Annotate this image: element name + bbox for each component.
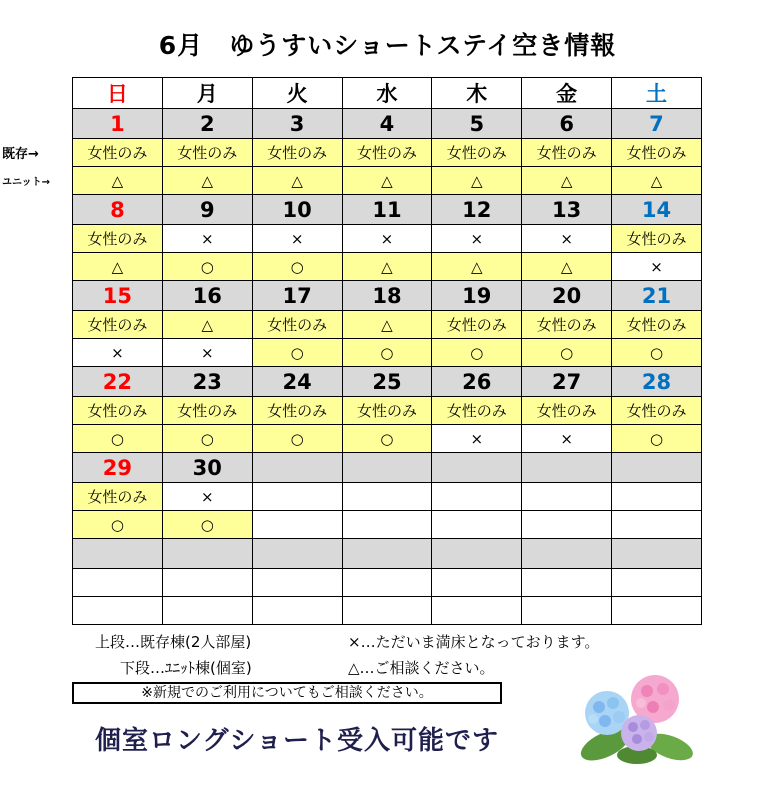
existing-availability-cell: 女性のみ — [432, 311, 522, 339]
date-cell-thursday: 19 — [432, 281, 522, 311]
availability-calendar — [72, 77, 702, 625]
unit-availability-cell — [522, 597, 612, 625]
date-cell-saturday — [612, 539, 702, 569]
existing-availability-cell: 女性のみ — [73, 311, 163, 339]
date-cell-saturday: 28 — [612, 367, 702, 397]
date-cell-monday: 2 — [162, 109, 252, 139]
date-cell-friday: 13 — [522, 195, 612, 225]
existing-availability-cell: 女性のみ — [73, 397, 163, 425]
unit-availability-cell: ○ — [342, 425, 432, 453]
existing-availability-cell — [522, 483, 612, 511]
legend-consult: △…ご相談ください。 — [348, 659, 495, 677]
date-cell-monday: 30 — [162, 453, 252, 483]
existing-availability-cell — [342, 569, 432, 597]
date-cell-friday: 27 — [522, 367, 612, 397]
date-row-week-4 — [73, 367, 702, 397]
weekday-tuesday: 火 — [252, 78, 342, 109]
date-cell-tuesday: 17 — [252, 281, 342, 311]
purple-flower-cluster — [621, 715, 657, 751]
existing-availability-cell: 女性のみ — [342, 139, 432, 167]
existing-availability-cell — [252, 569, 342, 597]
existing-availability-cell — [252, 483, 342, 511]
date-cell-saturday: 21 — [612, 281, 702, 311]
date-cell-wednesday: 11 — [342, 195, 432, 225]
date-cell-sunday: 29 — [73, 453, 163, 483]
unit-availability-cell: ○ — [162, 253, 252, 281]
unit-availability-cell — [522, 511, 612, 539]
existing-availability-cell: 女性のみ — [612, 311, 702, 339]
date-cell-friday: 20 — [522, 281, 612, 311]
date-cell-sunday — [73, 539, 163, 569]
existing-availability-cell: 女性のみ — [252, 311, 342, 339]
unit-row-label: ユニット→ — [2, 177, 50, 188]
weekday-sunday: 日 — [73, 78, 163, 109]
existing-availability-cell — [612, 569, 702, 597]
unit-availability-cell: × — [162, 339, 252, 367]
unit-row-week-3 — [73, 339, 702, 367]
date-cell-thursday — [432, 453, 522, 483]
date-cell-wednesday: 18 — [342, 281, 432, 311]
unit-availability-cell: ○ — [73, 425, 163, 453]
date-cell-friday — [522, 453, 612, 483]
existing-row-week-4 — [73, 397, 702, 425]
date-row-week-2 — [73, 195, 702, 225]
existing-availability-cell: × — [162, 483, 252, 511]
existing-availability-cell: 女性のみ — [162, 139, 252, 167]
unit-availability-cell: △ — [162, 167, 252, 195]
existing-availability-cell: × — [162, 225, 252, 253]
unit-availability-cell: ○ — [342, 339, 432, 367]
date-cell-tuesday: 24 — [252, 367, 342, 397]
existing-availability-cell — [73, 569, 163, 597]
unit-availability-cell: ○ — [612, 339, 702, 367]
unit-availability-cell: ○ — [162, 425, 252, 453]
unit-availability-cell: × — [522, 425, 612, 453]
date-cell-sunday: 15 — [73, 281, 163, 311]
existing-row-week-6 — [73, 569, 702, 597]
unit-row-week-2 — [73, 253, 702, 281]
date-cell-sunday: 8 — [73, 195, 163, 225]
unit-availability-cell: △ — [432, 167, 522, 195]
existing-availability-cell — [432, 569, 522, 597]
existing-availability-cell: 女性のみ — [73, 225, 163, 253]
page-title: 6月 ゆうすいショートステイ空き情報 — [158, 31, 617, 60]
unit-availability-cell: △ — [73, 167, 163, 195]
date-cell-thursday: 26 — [432, 367, 522, 397]
date-cell-thursday: 5 — [432, 109, 522, 139]
date-cell-monday: 23 — [162, 367, 252, 397]
unit-availability-cell — [342, 597, 432, 625]
existing-availability-cell: 女性のみ — [342, 397, 432, 425]
date-cell-saturday: 7 — [612, 109, 702, 139]
footer-message: 個室ロングショート受入可能です — [95, 726, 499, 756]
unit-row-week-1 — [73, 167, 702, 195]
existing-availability-cell: 女性のみ — [252, 397, 342, 425]
date-cell-tuesday: 10 — [252, 195, 342, 225]
weekday-saturday: 土 — [612, 78, 702, 109]
date-cell-wednesday: 25 — [342, 367, 432, 397]
existing-row-week-1 — [73, 139, 702, 167]
unit-availability-cell — [432, 511, 522, 539]
unit-availability-cell — [612, 597, 702, 625]
unit-availability-cell — [612, 511, 702, 539]
unit-availability-cell — [73, 597, 163, 625]
date-row-week-6 — [73, 539, 702, 569]
unit-availability-cell: × — [612, 253, 702, 281]
unit-availability-cell: ○ — [612, 425, 702, 453]
unit-availability-cell: △ — [522, 253, 612, 281]
unit-availability-cell: △ — [342, 167, 432, 195]
existing-row-week-5 — [73, 483, 702, 511]
date-cell-friday — [522, 539, 612, 569]
unit-availability-cell — [342, 511, 432, 539]
weekday-header-row — [73, 78, 702, 109]
date-cell-tuesday — [252, 453, 342, 483]
date-cell-saturday: 14 — [612, 195, 702, 225]
unit-row-week-6 — [73, 597, 702, 625]
unit-availability-cell — [252, 511, 342, 539]
existing-row-label: 既存→ — [2, 147, 39, 162]
legend-lower-row: 下段…ﾕﾆｯﾄ棟(個室) — [120, 659, 252, 677]
unit-row-week-4 — [73, 425, 702, 453]
unit-availability-cell: △ — [522, 167, 612, 195]
date-cell-thursday — [432, 539, 522, 569]
date-cell-tuesday — [252, 539, 342, 569]
unit-availability-cell: △ — [342, 253, 432, 281]
existing-availability-cell: × — [252, 225, 342, 253]
date-cell-thursday: 12 — [432, 195, 522, 225]
date-cell-monday: 9 — [162, 195, 252, 225]
weekday-thursday: 木 — [432, 78, 522, 109]
existing-availability-cell — [162, 569, 252, 597]
existing-availability-cell: 女性のみ — [162, 397, 252, 425]
weekday-monday: 月 — [162, 78, 252, 109]
legend-full: ×…ただいま満床となっております。 — [348, 633, 600, 651]
existing-availability-cell: 女性のみ — [612, 397, 702, 425]
existing-availability-cell: 女性のみ — [522, 397, 612, 425]
existing-availability-cell: 女性のみ — [73, 139, 163, 167]
weekday-wednesday: 水 — [342, 78, 432, 109]
existing-row-week-2 — [73, 225, 702, 253]
unit-availability-cell: △ — [252, 167, 342, 195]
unit-availability-cell: ○ — [252, 339, 342, 367]
existing-availability-cell — [612, 483, 702, 511]
hydrangea-flower-image — [575, 667, 700, 767]
existing-availability-cell: 女性のみ — [612, 139, 702, 167]
unit-availability-cell: × — [73, 339, 163, 367]
existing-availability-cell: △ — [342, 311, 432, 339]
unit-availability-cell: × — [432, 425, 522, 453]
existing-availability-cell: × — [342, 225, 432, 253]
date-cell-wednesday: 4 — [342, 109, 432, 139]
date-row-week-5 — [73, 453, 702, 483]
date-cell-monday — [162, 539, 252, 569]
date-cell-friday: 6 — [522, 109, 612, 139]
unit-availability-cell: ○ — [252, 425, 342, 453]
date-cell-wednesday — [342, 539, 432, 569]
existing-availability-cell: 女性のみ — [522, 139, 612, 167]
unit-availability-cell: ○ — [73, 511, 163, 539]
unit-availability-cell: ○ — [162, 511, 252, 539]
new-user-note: ※新規でのご利用についてもご相談ください。 — [72, 682, 502, 704]
existing-availability-cell — [342, 483, 432, 511]
date-cell-sunday: 1 — [73, 109, 163, 139]
existing-availability-cell: 女性のみ — [432, 397, 522, 425]
existing-availability-cell: 女性のみ — [73, 483, 163, 511]
existing-availability-cell: × — [522, 225, 612, 253]
unit-availability-cell: △ — [73, 253, 163, 281]
unit-availability-cell: △ — [432, 253, 522, 281]
date-cell-saturday — [612, 453, 702, 483]
existing-availability-cell: 女性のみ — [252, 139, 342, 167]
unit-availability-cell: ○ — [522, 339, 612, 367]
unit-availability-cell — [432, 597, 522, 625]
existing-availability-cell — [522, 569, 612, 597]
unit-availability-cell: ○ — [432, 339, 522, 367]
date-cell-sunday: 22 — [73, 367, 163, 397]
date-cell-monday: 16 — [162, 281, 252, 311]
existing-availability-cell — [432, 483, 522, 511]
date-cell-tuesday: 3 — [252, 109, 342, 139]
unit-availability-cell — [162, 597, 252, 625]
weekday-friday: 金 — [522, 78, 612, 109]
existing-availability-cell: × — [432, 225, 522, 253]
unit-availability-cell: ○ — [252, 253, 342, 281]
unit-availability-cell: △ — [612, 167, 702, 195]
unit-availability-cell — [252, 597, 342, 625]
existing-row-week-3 — [73, 311, 702, 339]
legend-upper-row: 上段…既存棟(2人部屋) — [95, 633, 252, 651]
date-row-week-1 — [73, 109, 702, 139]
existing-availability-cell: △ — [162, 311, 252, 339]
date-row-week-3 — [73, 281, 702, 311]
existing-availability-cell: 女性のみ — [612, 225, 702, 253]
unit-row-week-5 — [73, 511, 702, 539]
existing-availability-cell: 女性のみ — [522, 311, 612, 339]
date-cell-wednesday — [342, 453, 432, 483]
existing-availability-cell: 女性のみ — [432, 139, 522, 167]
